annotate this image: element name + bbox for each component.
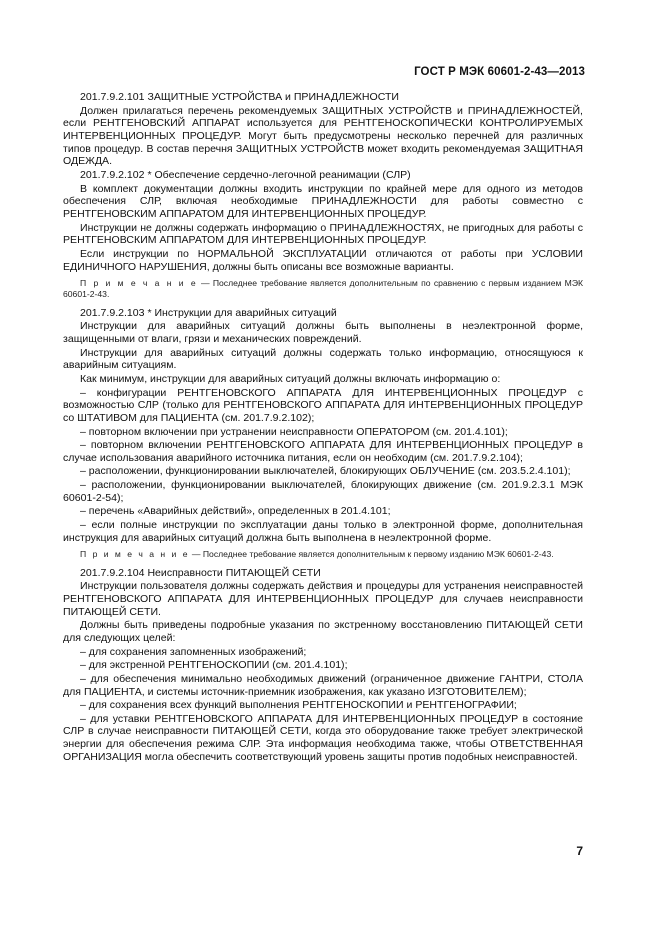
- body-paragraph: – для сохранения запомненных изображений;: [80, 645, 307, 658]
- body-paragraph: Как минимум, инструкции для аварийных ситуаций должны включать информацию о:: [80, 372, 501, 385]
- body-paragraph: – повторном включении при устранении неисправности ОПЕРАТОРОМ (см. 201.4.101);: [80, 425, 508, 438]
- section-heading: 201.7.9.2.102 * Обеспечение сердечно-легочной реанимации (СЛР): [80, 168, 411, 181]
- body-paragraph: – для сохранения всех функций выполнения РЕНТГЕНОСКОПИИ и РЕНТГЕНОГРАФИИ;: [80, 699, 517, 712]
- note-text: — Последнее требование является дополнительным по сравнению с первым изданием МЭК 60601-2-43.: [63, 278, 584, 300]
- body-paragraph: – если полные инструкции по эксплуатации даны только в электронной форме, дополнительная инструкция для аварийных ситуаций должна быть выполнена в неэлектронной форме.: [63, 519, 583, 544]
- note-label: П р и м е ч а н и е: [80, 278, 198, 289]
- body-paragraph: – расположении, функционировании выключателей, блокирующих движение (см. 201.9.2.3.1 МЭК 60601-2-54);: [63, 479, 583, 504]
- section-heading: 201.7.9.2.104 Неисправности ПИТАЮЩЕЙ СЕТИ: [80, 566, 321, 579]
- document-code-header: ГОСТ Р МЭК 60601-2-43—2013: [414, 66, 585, 78]
- body-paragraph: Инструкции для аварийных ситуаций должны быть выполнены в неэлектронной форме, защищенными от влаги, грязи и механических повреждений.: [63, 320, 583, 345]
- body-paragraph: В комплект документации должны входить инструкции по крайней мере для одного из методов обеспечения СЛР, включая необходимые ПРИНАДЛЕЖНОСТИ для работы совместно с РЕНТГЕНОВСКИМ АППАРАТОМ ДЛЯ ИНТЕРВЕНЦИОННЫХ ПРОЦЕДУР.: [63, 182, 583, 220]
- page-number: 7: [576, 844, 583, 858]
- body-paragraph: – для экстренной РЕНТГЕНОСКОПИИ (см. 201.4.101);: [80, 659, 348, 672]
- body-paragraph: – конфигурации РЕНТГЕНОВСКОГО АППАРАТА ДЛЯ ИНТЕРВЕНЦИОННЫХ ПРОЦЕДУР с возможностью СЛР (только для РЕНТГЕНОВСКОГО АППАРАТА ДЛЯ ИНТЕРВЕНЦИОННЫХ ПРОЦЕДУР со ШТАТИВОМ для ПАЦИЕНТА (см. 201.7.9.2.102);: [63, 386, 583, 424]
- section-heading: 201.7.9.2.101 ЗАЩИТНЫЕ УСТРОЙСТВА и ПРИНАДЛЕЖНОСТИ: [80, 91, 399, 103]
- document-body: [63, 90, 583, 763]
- body-paragraph: Должны быть приведены подробные указания по экстренному восстановлению ПИТАЮЩЕЙ СЕТИ для следующих целей:: [63, 619, 583, 644]
- body-paragraph: – для обеспечения минимально необходимых движений (ограниченное движение ГАНТРИ, СТОЛА для ПАЦИЕНТА, и системы источник-приемник изображения, как указано ИЗГОТОВИТЕЛЕМ);: [63, 672, 583, 698]
- body-paragraph: Инструкции для аварийных ситуаций должны содержать только информацию, относящуюся к аварийным ситуациям.: [63, 346, 583, 372]
- note-text: — Последнее требование является дополнительным к первому изданию МЭК 60601-2-43.: [189, 549, 554, 560]
- body-paragraph: – повторном включении РЕНТГЕНОВСКОГО АППАРАТА ДЛЯ ИНТЕРВЕНЦИОННЫХ ПРОЦЕДУР в случае использования аварийного источника питания, если он необходим (см. 201.7.9.2.104);: [63, 439, 583, 464]
- body-paragraph: – перечень «Аварийных действий», определенных в 201.4.101;: [80, 505, 391, 518]
- note-paragraph: [63, 278, 583, 300]
- body-paragraph: – расположении, функционировании выключателей, блокирующих ОБЛУЧЕНИЕ (см. 203.5.2.4.101);: [80, 465, 571, 478]
- body-paragraph: Если инструкции по НОРМАЛЬНОЙ ЭКСПЛУАТАЦИИ отличаются от работы при УСЛОВИИ ЕДИНИЧНОГО НАРУШЕНИЯ, должны быть описаны все возможные варианты.: [63, 247, 583, 273]
- body-paragraph: Инструкции пользователя должны содержать действия и процедуры для устранения неисправностей РЕНТГЕНОВСКОГО АППАРАТА ДЛЯ ИНТЕРВЕНЦИОННЫХ ПРОЦЕДУР для случаев неисправности ПИТАЮЩЕЙ СЕТИ.: [63, 580, 583, 618]
- note-paragraph: [63, 549, 583, 560]
- body-paragraph: – для уставки РЕНТГЕНОВСКОГО АППАРАТА ДЛЯ ИНТЕРВЕНЦИОННЫХ ПРОЦЕДУР в состояние СЛР в случае неисправности ПИТАЮЩЕЙ СЕТИ, когда это оборудование также требует электрической энергии для обеспечения режима СЛР. Эта информация необходима также, чтобы ОТВЕТСТВЕННАЯ ОРГАНИЗАЦИЯ могла обеспечить соответствующий уровень защиты против подобных неисправностей.: [63, 712, 583, 763]
- body-paragraph: Инструкции не должны содержать информацию о ПРИНАДЛЕЖНОСТЯХ, не пригодных для работы с РЕНТГЕНОВСКИМ АППАРАТОМ ДЛЯ ИНТЕРВЕНЦИОННЫХ ПРОЦЕДУР.: [63, 221, 583, 247]
- note-label: П р и м е ч а н и е: [80, 549, 190, 560]
- section-heading: 201.7.9.2.103 * Инструкции для аварийных ситуаций: [80, 306, 337, 319]
- body-paragraph: Должен прилагаться перечень рекомендуемых ЗАЩИТНЫХ УСТРОЙСТВ и ПРИНАДЛЕЖНОСТЕЙ, если РЕНТГЕНОВСКИЙ АППАРАТ используется для РЕНТГЕНОСКОПИЧЕСКИ КОНТРОЛИРУЕМЫХ ИНТЕРВЕНЦИОННЫХ ПРОЦЕДУР. Могут быть предусмотрены несколько перечней для различных типов процедур. В состав перечня ЗАЩИТНЫХ УСТРОЙСТВ может входить рекомендуемая ЗАЩИТНАЯ ОДЕЖДА.: [63, 104, 583, 168]
